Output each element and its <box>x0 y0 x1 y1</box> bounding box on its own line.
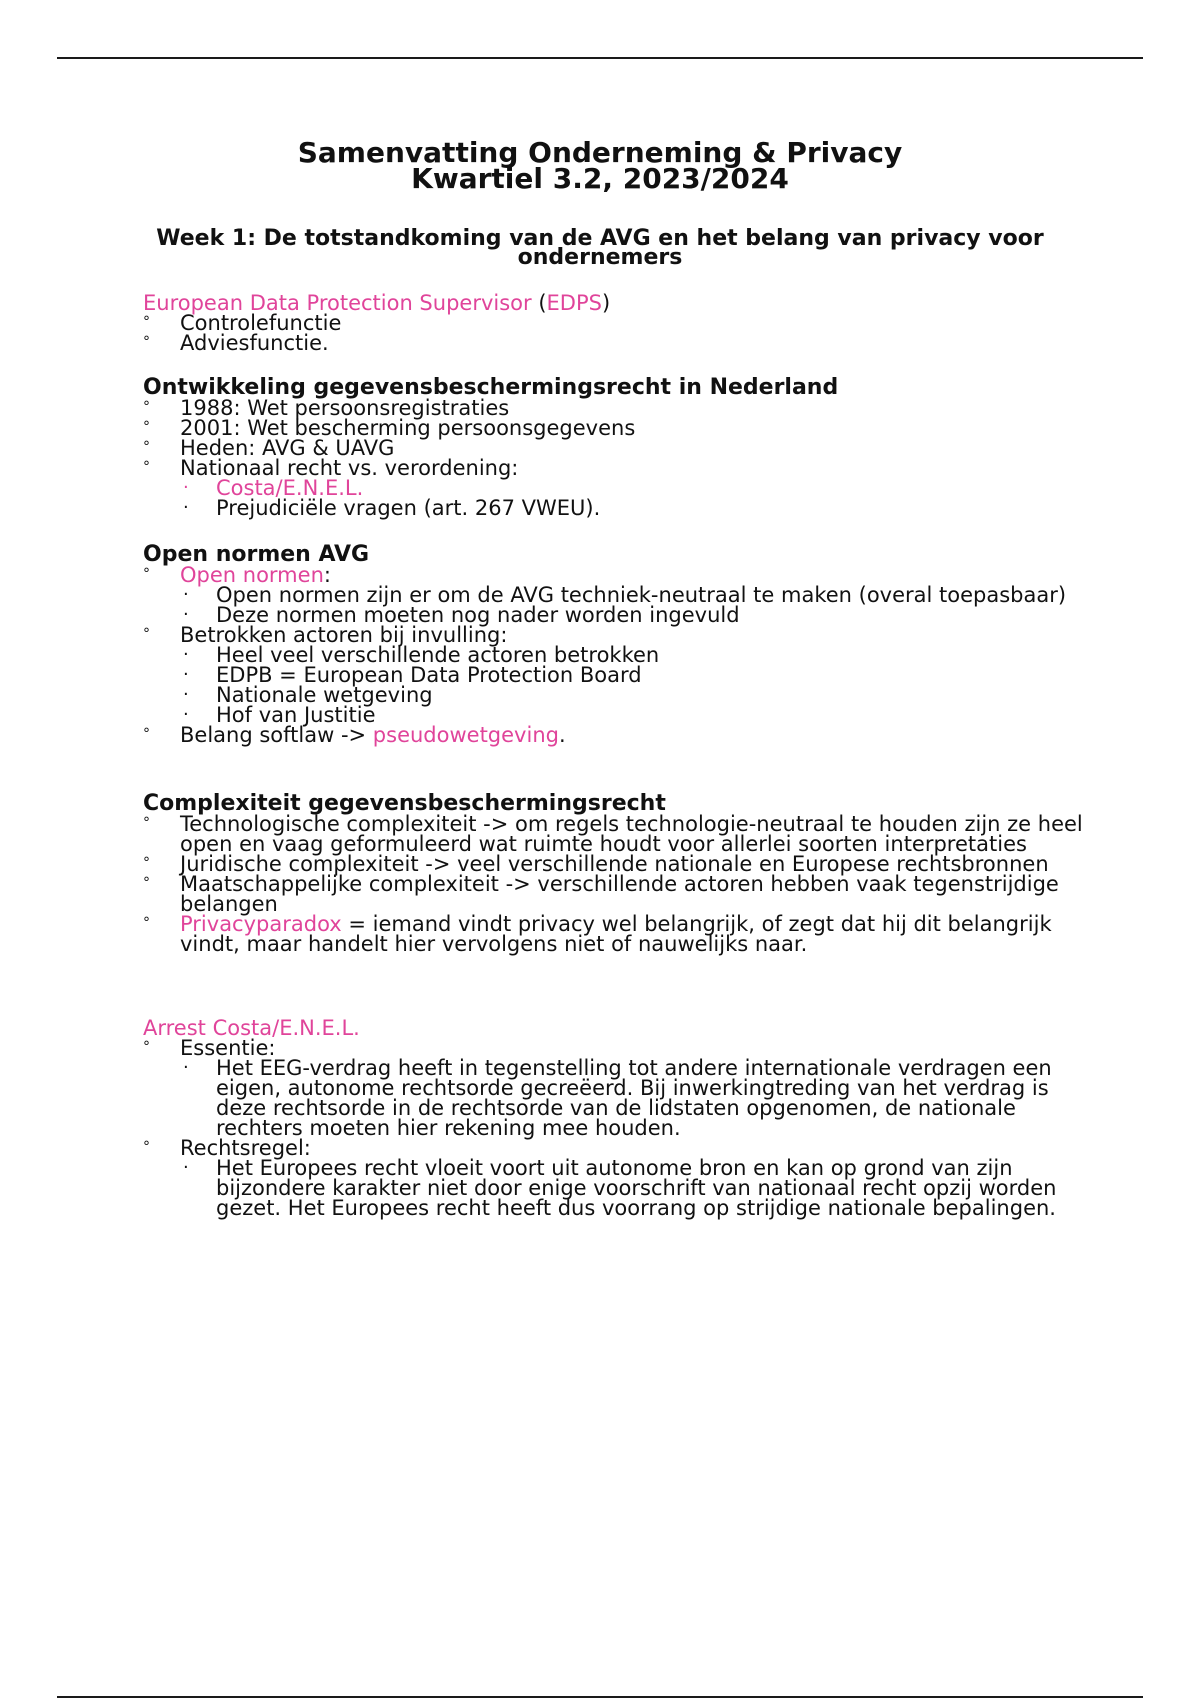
privacyparadox-link[interactable]: Privacyparadox <box>180 912 342 936</box>
dot-icon: · <box>183 684 189 705</box>
list-item: ° Technologische complexiteit -> om regels technologie-neutraal te houden zijn ze heel open en vaag geformuleerd wat ruimte houdt voor allerlei soorten interpretaties <box>143 812 1083 856</box>
bullet-icon: ° <box>143 459 150 475</box>
list-item: ° Open normen: <box>143 563 331 587</box>
section-open-normen <box>143 542 1093 747</box>
arrest-heading-link[interactable]: Arrest Costa/E.N.E.L. <box>143 1016 360 1040</box>
doc-title-line1: Samenvatting Onderneming & Privacy <box>297 136 903 169</box>
sub-list-item: · Deze normen moeten nog nader worden ingevuld <box>183 603 740 627</box>
bullet-icon: ° <box>143 399 150 415</box>
list-item: ° 1988: Wet persoonsregistraties <box>143 396 510 420</box>
bullet-icon: ° <box>143 726 150 742</box>
bullet-icon: ° <box>143 915 150 931</box>
list-item: ° Privacyparadox = iemand vindt privacy wel belangrijk, of zegt dat hij dit belangrijk vindt, maar handelt hier vervolgens niet of nauwelijks naar. <box>143 912 1052 956</box>
top-rule <box>57 57 1143 59</box>
list-item: ° Adviesfunctie. <box>143 331 329 355</box>
edps-heading: European Data Protection Supervisor (EDPS) <box>143 291 611 315</box>
list-item: ° Belang softlaw -> pseudowetgeving. <box>143 723 566 747</box>
dot-icon: · <box>183 704 189 725</box>
list-item: ° 2001: Wet bescherming persoonsgegevens <box>143 416 636 440</box>
dot-icon: · <box>183 644 189 665</box>
dot-icon: · <box>183 584 189 605</box>
bullet-icon: ° <box>143 439 150 455</box>
open-normen-heading: Open normen AVG <box>143 542 370 567</box>
list-item: ° Essentie: <box>143 1036 276 1060</box>
ontwikkeling-heading: Ontwikkeling gegevensbeschermingsrecht in Nederland <box>143 375 839 400</box>
dot-icon: · <box>183 604 189 625</box>
sub-list-item <box>143 478 1093 498</box>
edps-link[interactable]: European Data Protection Supervisor <box>143 291 532 315</box>
doc-title <box>0 136 1200 195</box>
dot-icon: · <box>183 664 189 685</box>
bullet-icon: ° <box>143 419 150 435</box>
sub-list-item: · Heel veel verschillende actoren betrokken <box>183 643 660 667</box>
week-title: Week 1: De totstandkoming van de AVG en het belang van privacy voor ondernemers <box>156 226 1044 270</box>
section-arrest <box>143 1018 1093 1218</box>
pseudowetgeving-link[interactable]: pseudowetgeving <box>372 723 559 747</box>
doc-title-line2: Kwartiel 3.2, 2023/2024 <box>411 162 789 195</box>
complexiteit-heading: Complexiteit gegevensbeschermingsrecht <box>143 791 666 816</box>
sub-list-item: · Prejudiciële vragen (art. 267 VWEU). <box>183 496 601 520</box>
bullet-icon: ° <box>143 1139 150 1155</box>
sub-list-item: · Het EEG-verdrag heeft in tegenstelling tot andere internationale verdragen een eigen, autonome rechtsorde gecreëerd. Bij inwerkingtreding van het verdrag is deze rechtsorde in de rechtsorde van de lidstaten opgenomen, de nationale rechters moeten hier rekening mee houden. <box>183 1056 1052 1140</box>
bullet-icon: ° <box>143 626 150 642</box>
dot-icon: · <box>183 1157 189 1178</box>
sub-list-item: · Open normen zijn er om de AVG techniek-neutraal te maken (overal toepasbaar) <box>183 583 1067 607</box>
section-ontwikkeling <box>143 375 1093 520</box>
section-complexiteit <box>143 791 1093 956</box>
dot-icon: · <box>183 1057 189 1078</box>
bullet-icon: ° <box>143 314 150 330</box>
bullet-icon: ° <box>143 855 150 871</box>
open-normen-link[interactable]: Open normen <box>180 563 324 587</box>
bullet-icon: ° <box>143 1039 150 1055</box>
list-item: ° Betrokken actoren bij invulling: <box>143 623 508 647</box>
dot-icon: · <box>183 477 189 498</box>
list-item: ° Heden: AVG & UAVG <box>143 436 395 460</box>
bullet-icon: ° <box>143 566 150 582</box>
bullet-icon: ° <box>143 334 150 350</box>
list-item: ° Rechtsregel: <box>143 1136 311 1160</box>
bullet-icon: ° <box>143 875 150 891</box>
costa-enel-link[interactable]: Costa/E.N.E.L. <box>216 476 364 500</box>
list-item: ° Controlefunctie <box>143 311 342 335</box>
section-edps <box>143 293 1093 353</box>
bullet-icon: ° <box>143 815 150 831</box>
list-item: ° Nationaal recht vs. verordening: <box>143 456 519 480</box>
bottom-rule <box>57 1696 1143 1698</box>
dot-icon: · <box>183 497 189 518</box>
edps-abbr-link[interactable]: EDPS <box>546 291 602 315</box>
sub-list-item: · EDPB = European Data Protection Board <box>183 663 642 687</box>
list-item: ° Juridische complexiteit -> veel verschillende nationale en Europese rechtsbronnen <box>143 852 1049 876</box>
list-item: ° Maatschappelijke complexiteit -> verschillende actoren hebben vaak tegenstrijdige belangen <box>143 872 1059 916</box>
sub-list-item: · Hof van Justitie <box>183 703 376 727</box>
sub-list-item: · Het Europees recht vloeit voort uit autonome bron en kan op grond van zijn bijzondere karakter niet door enige voorschrift van nationaal recht opzij worden gezet. Het Europees recht heeft dus voorrang op strijdige nationale bepalingen. <box>183 1156 1057 1220</box>
sub-list-item: · Nationale wetgeving <box>183 683 433 707</box>
